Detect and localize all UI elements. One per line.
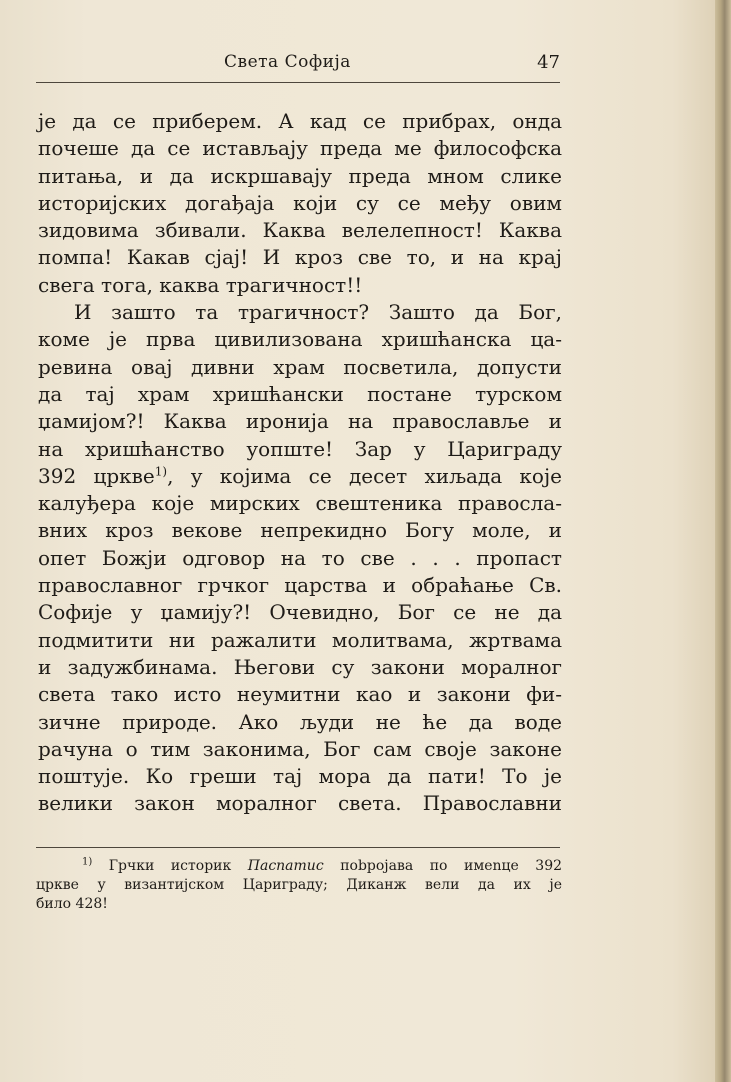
text-line: рачуна о тим законима, Бог сам своје законе [38,736,562,761]
text-segment: 392 цркве [38,463,155,488]
page-number: 47 [537,52,560,73]
text-line: џамијом?! Каква иронија на православље и [38,409,562,434]
text-line: питања, и да искршавају преда мном слике [38,163,562,188]
footnote-text: Грчки историк [108,858,232,874]
text-line: Софије у џамију?! Очевидно, Бог се не да [38,600,562,625]
text-line: И зашто та трагичност? Зашто да Бог, [74,300,562,325]
text-line-with-footnote [38,463,562,490]
text-line: помпа! Какав сјај! И кроз све то, и на крај [38,245,562,270]
running-title: Света Софија [224,52,351,72]
text-line: света тако исто неумитни као и закони фи- [38,682,562,707]
footnote-line: цркве у византијском Цариграду; Диканж вели да их је [36,877,562,893]
footnote-separator [36,847,560,848]
footnote-line: било 428! [36,896,108,912]
footnote-text: пobројава по имenце 392 [340,858,563,874]
text-line: и задужбинама. Његови су закони моралног [38,654,562,679]
text-line: зичне природе. Ако људи не ће да воде [38,709,562,734]
text-line: свега тога, каква трагичност!! [38,272,363,297]
text-line: подмитити ни ражалити молитвама, жртвама [38,627,562,652]
main-text [38,108,562,818]
footnote-marker: 1) [82,856,93,868]
text-line: да тај храм хришћански постане турском [38,381,562,406]
text-line: калуђера које мирских свештеника правосла- [38,491,562,516]
page-edge-shadow [715,0,731,1082]
text-line: велики закон моралног света. Православни [38,791,562,816]
footnote-author: Паспатис [247,858,324,874]
text-line: на хришћанство уопште! Зар у Цариграду [38,436,562,461]
text-line: поштује. Ко греши тај мора да пати! То је [38,764,562,789]
text-segment: , у којима се десет хиљада које [167,463,563,488]
text-line: почеше да се истављају преда ме философска [38,136,562,161]
text-line: је да се приберем. А кад се прибрах, онда [38,109,562,133]
footnote-reference[interactable]: 1) [154,464,168,479]
text-line: ревина овај дивни храм посветила, допусти [38,354,562,379]
footnote [36,857,562,914]
text-line: зидовима збивали. Каква велелепност! Каква [38,218,562,243]
footnote-line [36,857,562,876]
page-header [36,52,560,83]
text-line: коме је прва цивилизована хришћанска ца- [38,327,562,352]
text-line: вних кроз векове непрекидно Богу моле, и [38,518,562,543]
text-line: историјских догађаја који су се међу овим [38,190,562,215]
text-line: опет Божји одговор на то све . . . пропаст [38,545,562,570]
text-line: православног грчког царства и обраћање Св. [38,573,562,598]
